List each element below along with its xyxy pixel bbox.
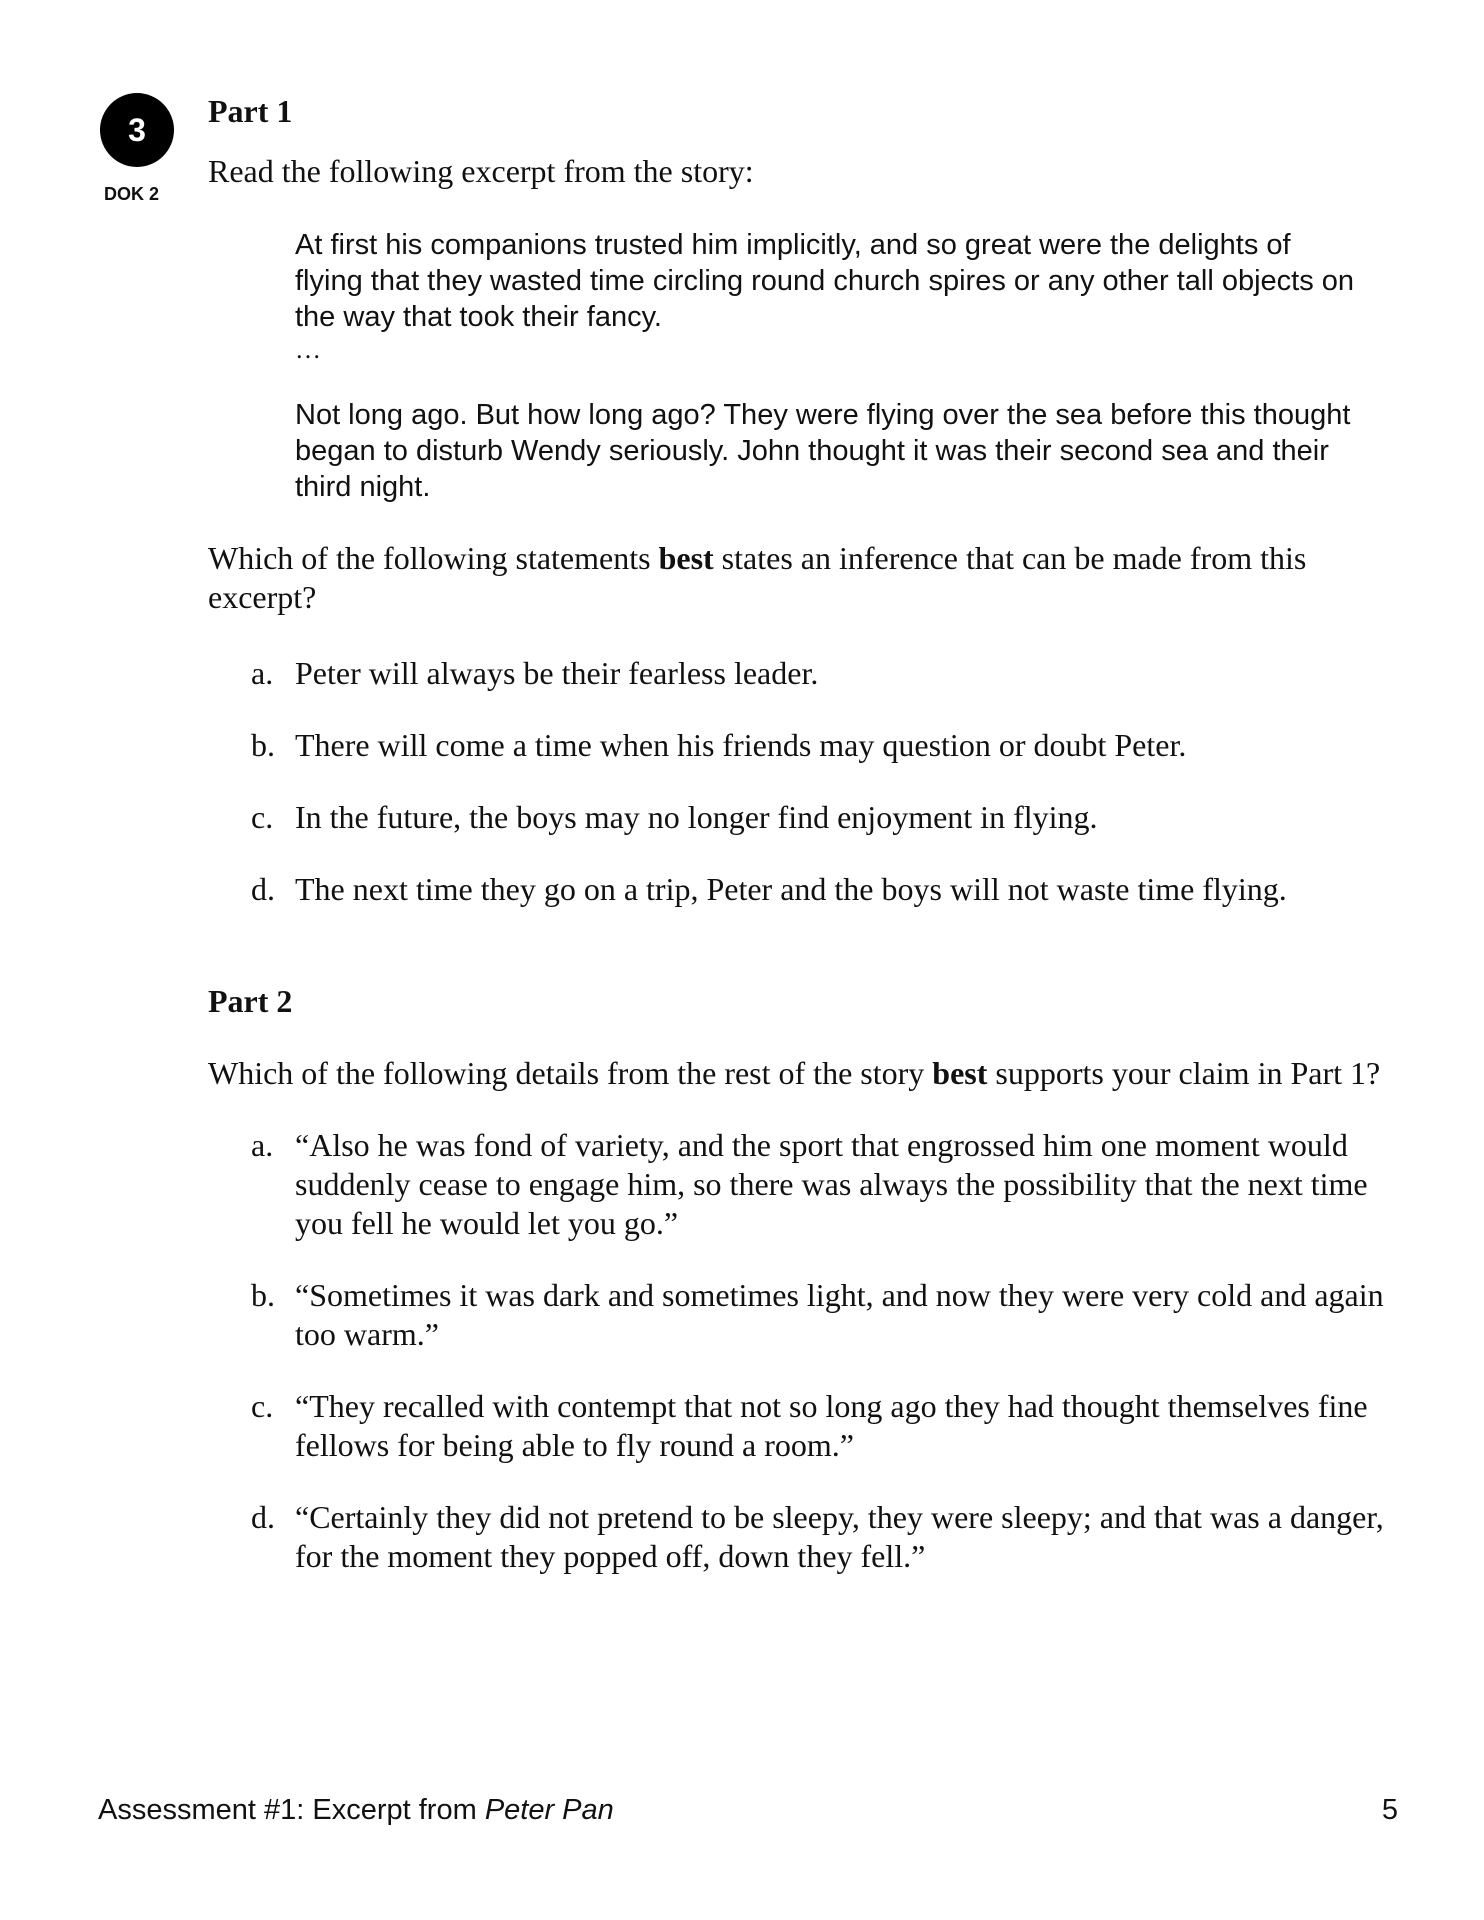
part2-option-a[interactable] (251, 1126, 1388, 1243)
option-letter: a. (251, 1127, 274, 1163)
question-number-badge (100, 93, 174, 167)
part2-prompt-before: Which of the following details from the rest of the story (208, 1055, 933, 1091)
dok-level: DOK 2 (104, 184, 160, 204)
option-text: The next time they go on a trip, Peter and the boys will not waste time flying. (295, 871, 1287, 907)
part1-prompt-after: states an inference that can be made from this excerpt? (208, 540, 1307, 615)
option-text: Peter will always be their fearless leader. (295, 655, 819, 691)
part1-option-a[interactable] (251, 654, 1388, 693)
option-text: “They recalled with contempt that not so long ago they had thought themselves fine fellows for being able to fly round a room.” (295, 1388, 1368, 1463)
part2-prompt-bold: best (932, 1055, 988, 1091)
part1-options (251, 654, 1388, 909)
part2-prompt-after: supports your claim in Part 1? (987, 1055, 1381, 1091)
part1-option-b[interactable] (251, 726, 1388, 765)
part2-prompt (208, 1054, 1388, 1093)
option-letter: c. (251, 1388, 274, 1424)
part2-heading: Part 2 (208, 983, 293, 1019)
question-content (208, 92, 1388, 1576)
option-text: In the future, the boys may no longer find enjoyment in flying. (295, 799, 1098, 835)
option-text: There will come a time when his friends may question or doubt Peter. (295, 727, 1187, 763)
option-letter: c. (251, 799, 274, 835)
footer-title-italic: Peter Pan (484, 1794, 614, 1826)
part1-prompt (208, 539, 1388, 617)
passage-paragraph-2: Not long ago. But how long ago? They were flying over the sea before this thought began to disturb Wendy seriously. John thought it was their second sea and their third night. (295, 399, 1351, 503)
option-text: “Sometimes it was dark and sometimes light, and now they were very cold and again too warm.” (295, 1277, 1384, 1352)
part1-heading: Part 1 (208, 93, 293, 129)
option-letter: b. (251, 1277, 275, 1313)
option-letter: d. (251, 1499, 275, 1535)
part1-prompt-bold: best (658, 540, 714, 576)
question-number: 3 (128, 111, 146, 148)
option-letter: d. (251, 871, 275, 907)
excerpt-passage (295, 227, 1355, 505)
part2-option-b[interactable] (251, 1276, 1388, 1354)
footer-title-prefix: Assessment #1: Excerpt from (98, 1794, 485, 1826)
part1-prompt-before: Which of the following statements (208, 540, 659, 576)
option-text: “Also he was fond of variety, and the sport that engrossed him one moment would suddenly cease to engage him, so there was always the possibility that the next time you fell he would let you go.” (295, 1127, 1368, 1241)
option-letter: a. (251, 655, 274, 691)
passage-paragraph-1: At first his companions trusted him implicitly, and so great were the delights of flying that they wasted time circling round church spires or any other tall objects on the way that took their fancy. (295, 229, 1355, 333)
part1-instruction: Read the following excerpt from the story: (208, 153, 754, 189)
option-text: “Certainly they did not pretend to be sleepy, they were sleepy; and that was a danger, for the moment they popped off, down they fell.” (295, 1499, 1384, 1574)
part2-options (251, 1126, 1388, 1576)
option-letter: b. (251, 727, 275, 763)
passage-ellipsis: … (295, 335, 321, 364)
page-number: 5 (1381, 1794, 1398, 1826)
footer-title (98, 1794, 614, 1827)
part1-option-d[interactable] (251, 870, 1388, 909)
part2-option-c[interactable] (251, 1387, 1388, 1465)
part1-option-c[interactable] (251, 798, 1388, 837)
page-footer (98, 1794, 1398, 1827)
part2-option-d[interactable] (251, 1498, 1388, 1576)
